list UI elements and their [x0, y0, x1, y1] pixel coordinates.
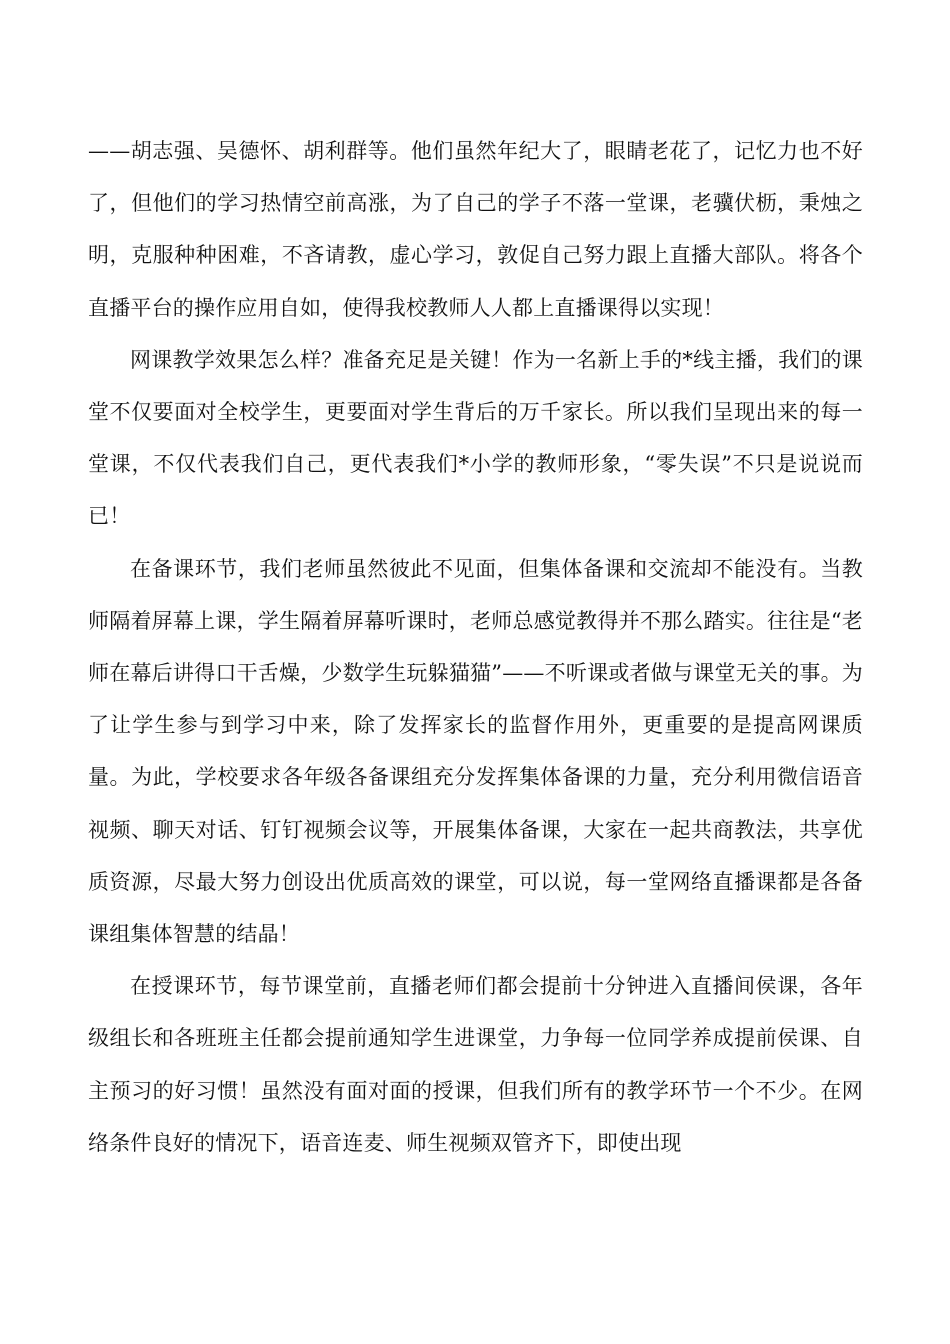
paragraph-4: 在授课环节，每节课堂前，直播老师们都会提前十分钟进入直播间侯课，各年级组长和各班班主任都会提前通知学生进课堂，力争每一位同学养成提前侯课、自主预习的好习惯！虽然没有面对面的授课，但我们所有的教学环节一个不少。在网络条件良好的情况下，语音连麦、师生视频双管齐下，即使出现: [88, 974, 863, 1155]
paragraph-3: 在备课环节，我们老师虽然彼此不见面，但集体备课和交流却不能没有。当教师隔着屏幕上课，学生隔着屏幕听课时，老师总感觉教得并不那么踏实。往往是“老师在幕后讲得口干舌燥，少数学生玩躲猫猫”——不听课或者做与课堂无关的事。为了让学生参与到学习中来，除了发挥家长的监督作用外，更重要的是提高网课质量。为此，学校要求各年级各备课组充分发挥集体备课的力量，充分利用微信语音视频、聊天对话、钉钉视频会议等，开展集体备课，大家在一起共商教法，共享优质资源，尽最大努力创设出优质高效的课堂，可以说，每一堂网络直播课都是各备课组集体智慧的结晶！: [88, 556, 863, 947]
document-body: [88, 125, 863, 1169]
paragraph-2: 网课教学效果怎么样？准备充足是关键！作为一名新上手的*线主播，我们的课堂不仅要面对全校学生，更要面对学生背后的万千家长。所以我们呈现出来的每一堂课，不仅代表我们自己，更代表我们*小学的教师形象，“零失误”不只是说说而已！: [88, 347, 863, 529]
paragraph-1: ——胡志强、吴德怀、胡利群等。他们虽然年纪大了，眼睛老花了，记忆力也不好了，但他们的学习热情空前高涨，为了自己的学子不落一堂课，老骥伏枥，秉烛之明，克服种种困难，不吝请教，虚心学习，敦促自己努力跟上直播大部队。将各个直播平台的操作应用自如，使得我校教师人人都上直播课得以实现！: [88, 139, 863, 320]
